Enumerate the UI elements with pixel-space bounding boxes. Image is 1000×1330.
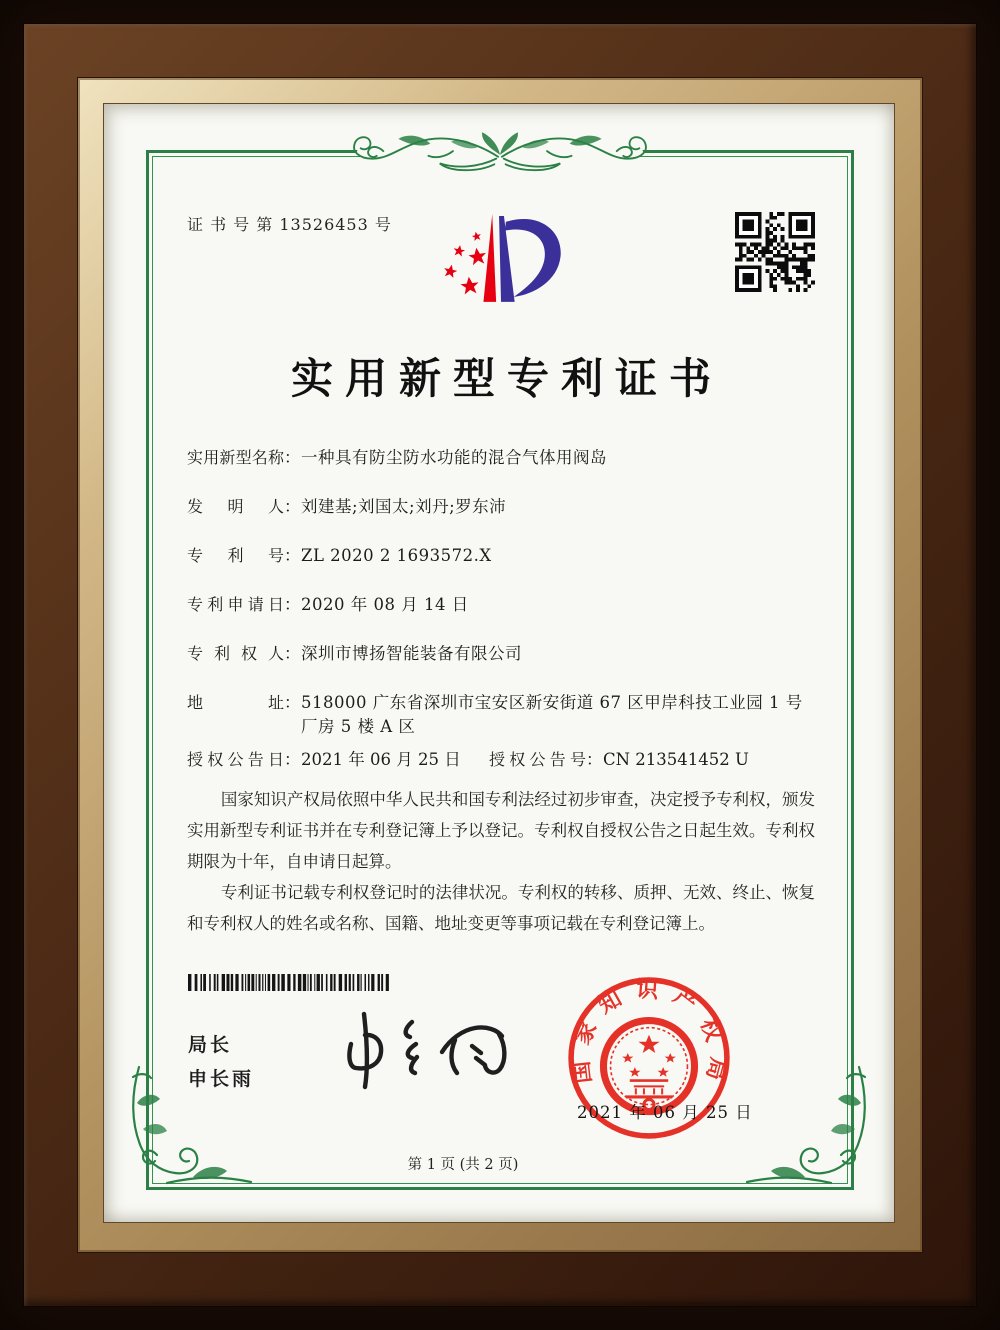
field-value: ZL 2020 2 1693572.X [301, 546, 492, 565]
field-address [187, 691, 815, 739]
field-inventors [187, 495, 815, 519]
field-utility-model-name [187, 446, 815, 470]
field-value: 2021 年 06 月 25 日 [301, 750, 461, 769]
page-number: 第 1 页 (共 2 页) [407, 1157, 519, 1173]
commissioner-title: 局长 [188, 1035, 233, 1056]
fields [187, 446, 815, 772]
qr-code [735, 212, 815, 292]
colon: ： [284, 497, 301, 516]
field-value: 刘建基;刘国太;刘丹;罗东沛 [301, 497, 507, 516]
legal-text [187, 784, 815, 939]
seal-arc-text: 国家知识产权局 [566, 976, 732, 1096]
field-label: 实用新型名称 [187, 448, 284, 467]
field-label: 专利号 [187, 546, 284, 565]
colon: ： [586, 750, 603, 769]
certificate-title: 实用新型专利证书 [290, 354, 723, 403]
legal-paragraph-2: 专利证书记载专利权登记时的法律状况。专利权的转移、质押、无效、终止、恢复和专利权人的姓名或名称、国籍、地址变更等事项记载在专利登记簿上。 [187, 883, 815, 933]
field-value: CN 213541452 U [603, 750, 749, 769]
legal-paragraph-1: 国家知识产权局依照中华人民共和国专利法经过初步审查，决定授予专利权，颁发实用新型专利证书并在专利登记簿上予以登记。专利权自授权公告之日起生效。专利权期限为十年，自申请日起算。 [187, 790, 815, 871]
field-label: 发明人 [187, 497, 284, 516]
commissioner-signature [315, 994, 511, 1092]
field-label: 授权公告日 [187, 750, 284, 769]
colon: ： [284, 595, 301, 614]
commissioner-name: 申长雨 [188, 1069, 255, 1090]
cnipa-logo-icon [423, 184, 579, 328]
barcode [188, 974, 391, 991]
bottom-zone [187, 972, 815, 1186]
colon: ： [284, 546, 301, 565]
field-label: 授权公告号 [489, 750, 586, 769]
colon: ： [284, 693, 301, 712]
certificate-number: 证 书 号 第 13526453 号 [187, 215, 392, 234]
field-value: 2020 年 08 月 14 日 [301, 595, 469, 614]
field-label: 专利申请日 [187, 595, 284, 614]
field-grant-number [489, 748, 749, 772]
field-value: 一种具有防尘防水功能的混合气体用阀岛 [301, 448, 607, 467]
field-value: 518000 广东省深圳市宝安区新安街道 67 区甲岸科技工业园 1 号厂房 5 楼 A 区 [301, 693, 803, 736]
certificate-header [187, 150, 815, 340]
field-grant-row [187, 748, 815, 772]
field-label: 地址 [187, 693, 284, 712]
colon: ： [284, 448, 301, 467]
field-patent-number [187, 544, 815, 568]
certificate-content [187, 150, 815, 1190]
colon: ： [284, 644, 301, 663]
field-grant-date [187, 748, 489, 772]
field-value: 深圳市博扬智能装备有限公司 [301, 644, 522, 663]
field-patentee [187, 642, 815, 666]
colon: ： [284, 750, 301, 769]
field-filing-date [187, 593, 815, 617]
seal-date: 2021 年 06 月 25 日 [577, 1103, 753, 1122]
field-label: 专利权人 [187, 644, 284, 663]
certificate-paper [104, 104, 894, 1222]
